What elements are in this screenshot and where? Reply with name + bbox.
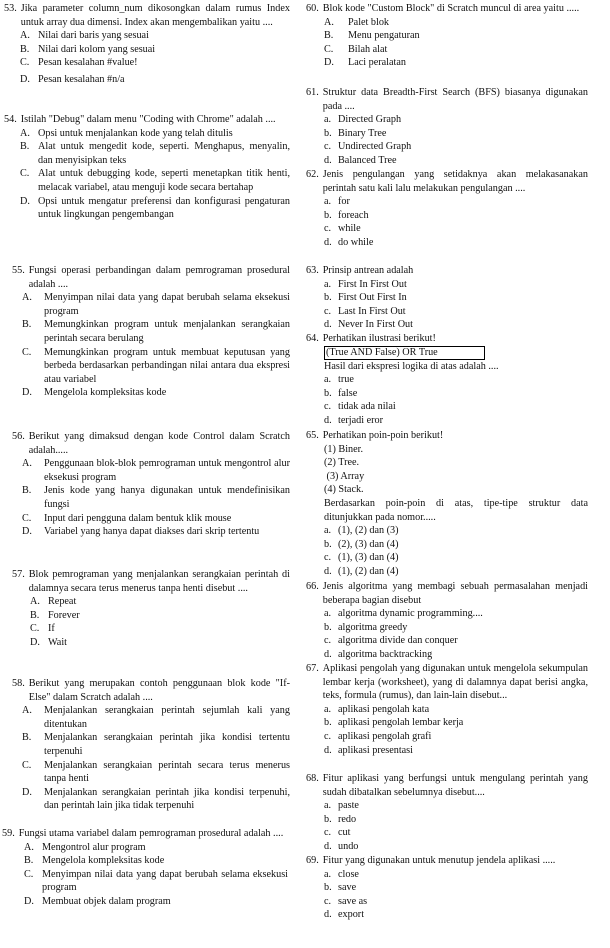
option-letter: D. [20,73,30,85]
option-text: If [48,623,55,635]
option-letter: a. [324,278,332,290]
question-66 [306,580,588,662]
option-letter: A. [22,705,32,717]
option-text: Membuat objek dalam program [42,895,171,907]
option-letter: a. [324,114,332,126]
option-text: algoritma dynamic programming.... [338,608,483,620]
option-letter: c. [324,552,332,564]
option-letter: a. [324,196,332,208]
option-text: tidak ada nilai [338,401,396,413]
option-letter: c. [324,305,332,317]
option-letter: a. [324,868,332,880]
option-text: while [338,223,361,235]
question-58 [4,677,290,813]
option-letter: B. [22,319,32,331]
option-letter: C. [22,512,32,524]
option-text: Alat untuk mengedit kode, seperti. Menghapus, menyalin, dan menyisipkan teks [38,141,290,166]
question-number: 66. [306,581,319,592]
question-53 [4,2,290,87]
option-text: false [338,387,358,399]
question-stem: Fungsi operasi perbandingan dalam pemrograman prosedural adalah .... [28,265,290,290]
option-letter: C. [22,346,32,358]
option-text: Palet blok [348,16,390,28]
question-stem: Perhatikan ilustrasi berikut! [322,333,436,344]
question-note: Hasil dari ekspresi logika di atas adalah .... [324,360,499,372]
option-text: for [338,196,350,208]
question-63 [306,264,588,332]
option-letter: b. [324,387,332,399]
question-stem: Fitur aplikasi yang berfungsi untuk mengulang perintah yang sudah dibatalkan sebelumnya disebut.... [322,773,588,798]
option-text: algoritma greedy [338,621,408,633]
question-number: 63. [306,265,319,276]
option-text: Alat untuk debugging kode, seperti menetapkan titik henti, melacak variabel, atau menguji kode secara bertahap [38,168,290,193]
option-letter: A. [20,127,30,139]
question-stem: Struktur data Breadth-First Search (BFS) biasanya digunakan pada .... [322,87,588,112]
question-stem: Berikut yang dimaksud dengan kode Control dalam Scratch adalah..... [28,431,290,456]
option-text: Forever [48,609,80,621]
option-text: aplikasi pengolah lembar kerja [338,717,464,729]
question-number: 61. [306,87,319,98]
question-number: 57. [12,569,25,580]
option-text: (1), (3) dan (4) [338,552,399,564]
option-text: aplikasi presentasi [338,744,413,756]
question-number: 53. [4,3,17,14]
question-65 [306,429,588,579]
option-text: Mengelola kompleksitas kode [42,855,165,867]
option-letter: b. [324,621,332,633]
option-text: Nilai dari baris yang sesuai [38,30,149,42]
question-number: 64. [306,333,319,344]
option-text: Menu pengaturan [348,30,420,42]
option-letter: d. [324,154,332,166]
option-letter: d. [324,319,332,331]
question-number: 60. [306,3,319,14]
question-60 [306,2,588,70]
option-text: undo [338,840,359,852]
option-text: Menyimpan nilai data yang dapat berubah selama eksekusi program [42,868,288,894]
option-letter: b. [324,717,332,729]
question-stem: Aplikasi pengolah yang digunakan untuk mengelola sekumpulan lembar kerja (worksheet), yang di dalamnya dapat berisi angka, teks, formula (rumus), dan lain-lain disebut... [322,663,588,702]
logic-expression-box: (True AND False) OR True [324,346,485,360]
question-note: Berdasarkan poin-poin di atas, tipe-tipe struktur data ditunjukkan pada nomor..... [324,497,588,523]
question-stem: Fungsi utama variabel dalam pemrograman prosedural adalah .... [18,828,284,839]
option-letter: c. [324,827,332,839]
option-text: aplikasi pengolah kata [338,703,430,715]
option-text: Menyimpan nilai data yang dapat berubah selama eksekusi program [44,292,290,317]
option-text: Menjalankan serangkaian perintah sejumlah kali yang ditentukan [44,705,290,730]
option-text: close [338,868,359,880]
option-letter: A. [22,458,32,470]
option-text: save [338,882,357,894]
option-letter: B. [20,141,30,153]
option-text: export [338,909,365,921]
option-text: do while [338,236,374,248]
question-stem: Fitur yang digunakan untuk menutup jendela aplikasi ..... [322,855,556,866]
option-letter: A. [324,16,334,28]
option-text: Pesan kesalahan #value! [38,57,138,69]
question-69 [306,854,588,922]
option-letter: A. [22,292,32,304]
question-64 [306,332,588,428]
option-letter: D. [20,195,30,207]
point-item: (4) Stack. [324,484,364,496]
option-letter: d. [324,648,332,660]
option-letter: c. [324,401,332,413]
option-letter: b. [324,538,332,550]
point-item: (1) Biner. [324,443,364,455]
option-text: algoritma backtracking [338,648,433,660]
option-letter: C. [20,57,30,69]
option-text: Binary Tree [338,127,387,139]
question-67 [306,662,588,757]
question-stem: Prinsip antrean adalah [322,265,414,276]
option-text: Memungkinkan program untuk menjalankan serangkaian perintah secara berulang [44,319,290,344]
option-text: Directed Graph [338,114,402,126]
option-letter: B. [30,609,40,621]
option-text: algoritma divide dan conquer [338,635,458,647]
option-text: Never In First Out [338,319,413,331]
option-text: Laci peralatan [348,57,406,69]
question-stem: Berikut yang merupakan contoh penggunaan blok kode "If-Else" dalam Scratch adalah .... [28,678,290,703]
option-letter: c. [324,895,332,907]
question-number: 62. [306,169,319,180]
question-stem: Jika parameter column_num dikosongkan dalam rumus Index untuk array dua dimensi. Index akan mengembalikan yaitu .... [20,3,290,28]
option-text: Mengelola kompleksitas kode [44,387,167,399]
option-text: redo [338,813,357,825]
option-letter: b. [324,292,332,304]
option-letter: b. [324,882,332,894]
option-text: Balanced Tree [338,154,397,166]
option-text: (1), (2) dan (3) [338,525,399,537]
option-letter: b. [324,127,332,139]
option-letter: d. [324,565,332,577]
option-letter: B. [22,732,32,744]
question-stem: Perhatikan poin-poin berikut! [322,430,444,441]
option-letter: D. [30,636,40,648]
option-text: Opsi untuk menjalankan kode yang telah ditulis [38,127,233,139]
question-stem: Blok kode "Custom Block" di Scratch muncul di area yaitu ..... [322,3,580,14]
option-letter: a. [324,374,332,386]
option-letter: D. [22,786,32,798]
option-text: Mengontrol alur program [42,841,146,853]
option-letter: C. [20,168,30,180]
question-number: 55. [12,265,25,276]
option-letter: A. [20,30,30,42]
option-text: cut [338,827,351,839]
option-letter: C. [24,868,34,880]
point-item: (3) Array [324,470,365,482]
question-stem: Istilah "Debug" dalam menu "Coding with Chrome" adalah .... [20,114,276,125]
option-text: Undirected Graph [338,141,412,153]
option-text: First In First Out [338,278,407,290]
option-text: paste [338,800,359,812]
option-letter: C. [324,43,334,55]
option-letter: c. [324,730,332,742]
option-letter: d. [324,909,332,921]
option-letter: D. [22,387,32,399]
option-text: Variabel yang hanya dapat diakses dari skrip tertentu [44,526,260,538]
option-text: Menjalankan serangkaian perintah secara terus menerus tanpa henti [44,759,290,785]
question-stem: Jenis pengulangan yang setidaknya akan melakasanakan perintah satu kali lalu melakukan pengulangan .... [322,169,588,194]
question-number: 69. [306,855,319,866]
option-letter: A. [30,596,40,608]
option-letter: b. [324,813,332,825]
option-letter: B. [24,855,34,867]
option-letter: c. [324,635,332,647]
option-letter: a. [324,800,332,812]
option-text: Last In First Out [338,305,406,317]
option-letter: B. [20,43,30,55]
option-text: Opsi untuk mengatur preferensi dan konfigurasi pengaturan untuk lingkungan pengembangan [38,195,290,221]
question-number: 58. [12,678,25,689]
question-68 [306,772,588,854]
question-56 [4,430,290,539]
question-number: 59. [2,828,15,839]
option-text: Menjalankan serangkaian perintah jika kondisi terpenuhi, dan perintah lain jika tidak terpenuhi [44,786,290,812]
option-letter: a. [324,525,332,537]
option-letter: d. [324,414,332,426]
option-letter: A. [24,841,34,853]
option-text: Input dari pengguna dalam bentuk klik mouse [44,512,232,524]
question-number: 54. [4,114,17,125]
option-text: save as [338,895,368,907]
question-number: 56. [12,431,25,442]
option-text: Pesan kesalahan #n/a [38,73,125,85]
option-letter: C. [30,623,40,635]
option-text: Memungkinkan program untuk membuat keputusan yang berbeda berdasarkan perbandingan nilai antara dua ekspresi atau variabel [44,346,290,385]
question-57 [4,568,290,650]
option-letter: b. [324,209,332,221]
option-letter: a. [324,703,332,715]
question-stem: Blok pemrograman yang menjalankan serangkaian perintah di dalamnya secara terus menerus tanpa henti disebut .... [28,569,290,594]
question-stem: Jenis algoritma yang membagi sebuah permasalahan menjadi beberapa bagian disebut [322,581,588,606]
option-text: First Out First In [338,292,407,304]
option-letter: C. [22,759,32,771]
option-letter: c. [324,223,332,235]
option-text: true [338,374,354,386]
option-text: (2), (3) dan (4) [338,538,399,550]
option-text: Jenis kode yang hanya digunakan untuk mendefinisikan fungsi [44,485,290,510]
question-number: 68. [306,773,319,784]
option-text: foreach [338,209,369,221]
option-letter: D. [24,895,34,907]
option-text: Wait [48,636,67,648]
option-text: Penggunaan blok-blok pemrograman untuk mengontrol alur eksekusi program [44,458,290,483]
question-61 [306,86,588,168]
option-text: Nilai dari kolom yang sesuai [38,43,156,55]
option-text: terjadi eror [338,414,383,426]
question-59 [2,827,288,909]
option-letter: d. [324,840,332,852]
option-letter: D. [22,526,32,538]
option-letter: D. [324,57,334,69]
option-text: Bilah alat [348,43,388,55]
question-55 [4,264,290,400]
option-text: Repeat [48,596,77,608]
option-letter: c. [324,141,332,153]
point-item: (2) Tree. [324,457,360,469]
option-text: (1), (2) dan (4) [338,565,399,577]
option-letter: B. [22,485,32,497]
option-text: aplikasi pengolah grafi [338,730,432,742]
option-letter: B. [324,30,334,42]
question-54 [4,113,290,222]
option-letter: d. [324,236,332,248]
option-letter: d. [324,744,332,756]
question-62 [306,168,588,250]
question-number: 65. [306,430,319,441]
option-text: Menjalankan serangkaian perintah jika kondisi tertentu terpenuhi [44,732,290,757]
question-number: 67. [306,663,319,674]
option-letter: a. [324,608,332,620]
